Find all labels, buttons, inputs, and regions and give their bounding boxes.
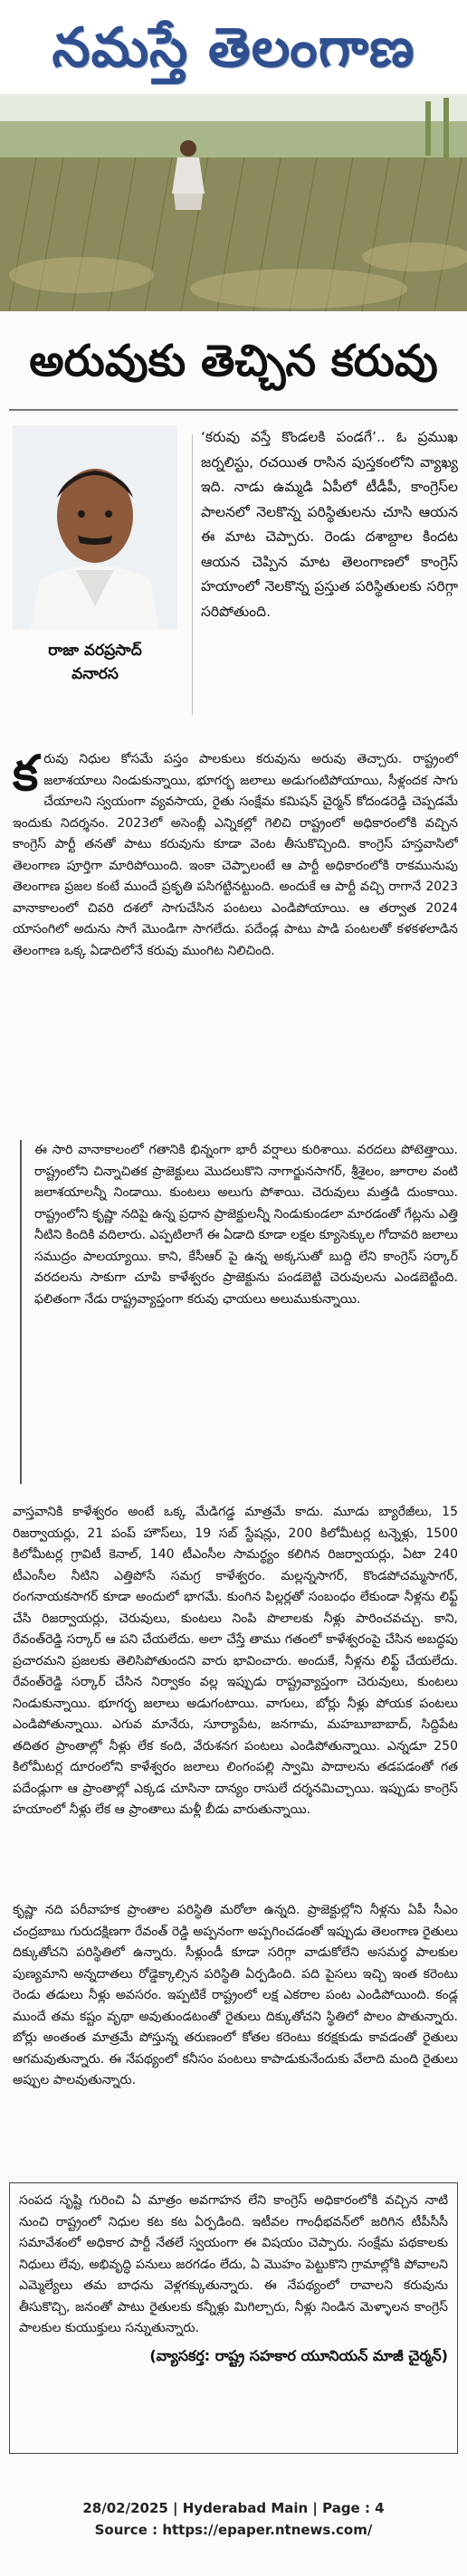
intro-divider [192,434,193,715]
intro-paragraph: ‘కరువు వస్తే కొండలకి పండగే’.. ఓ ప్రముఖ జర్నలిస్టు, రచయిత రాసిన పుస్తకంలోని వ్యాఖ్య ఇది. నాడు ఉమ్మడి ఏపీలో టీడీపీ, కాంగ్రెస్‌ల పాలనలో నెలకొన్న పరిస్థితులను చూసి ఆయన ఈ మాట చెప్పారు. రెండు దశాబ్దాల కిందట ఆయన చెప్పిన మాట తెలంగాణలో కాంగ్రెస్ హయాంలో నెలకొన్న ప్రస్తుత పరిస్థితులకు సరిగ్గా సరిపోతుంది. [201,429,458,620]
body-paragraph-3: వాస్తవానికి కాళేశ్వరం అంటే ఒక్క మేడిగడ్డ మాత్రమే కాదు. మూడు బ్యారేజీలు, 15 రిజర్వాయర్లు, 21 పంప్ హౌస్‌లు, 19 సబ్ స్టేషన్లు, 200 కిలోమీటర్ల టన్నెళ్లు, 1500 కిలోమీటర్ల గ్రావిటీ కెనాల్, 140 టీఎంసీల సామర్థ్యం కలిగిన రిజర్వాయర్లు, ఏటా 240 టీఎంసీల నీటిని ఎత్తిపోసే సమగ్ర కాళేశ్వరం. మల్లన్నసాగర్, కొండపోచమ్మసాగర్, రంగనాయకసాగర్ కూడా అందులో భాగమే. కుంగిన పిల్లర్లతో సంబంధం లేకుండా నీళ్లను లిఫ్ట్ చేసి రిజర్వాయర్లు, చెరువులు, కుంటలు నింపి పొలాలకు నీళ్లు పారించవచ్చు. కాని, రేవంత్‌రెడ్డి సర్కార్ ఆ పని చేయలేదు. అలా చేస్తే తాము గతంలో కాళేశ్వరంపై చేసిన అబద్ధపు ప్రచారమని ప్రజలకు తెలిసిపోతుందని వారు భావించారు. అందుకే, నీళ్లను లిఫ్ట్ చేయలేదు. రేవంత్‌రెడ్డి సర్కార్ చేసిన నిర్వాకం వల్ల ఇప్పుడు రాష్ట్రవ్యాప్తంగా చెరువులు, కుంటలు నిండుకున్నాయి. భూగర్భ జలాలు అడుగంటాయి. వాగులు, బోర్లు నీళ్లు పోయక పంటలు ఎండిపోతున్నాయి. ఎగువ మానేరు, సూర్యాపేట, జనగామ, మహబూబాబాద్, సిద్దిపేట తదితర ప్రాంతాల్లో నీళ్లు లేక కంది, వేరుశనగ పంటలు ఎండిపోతున్నాయి. ఎన్నడూ 250 కిలోమీటర్ల దూరంలోని కాళేశ్వరం జలాలు లింగంపల్లి స్వామి పాదాలను తడపడంతో గత పదేండ్లుగా ఆ ప్రాంతాల్లో ఎక్కడ చూసినా దాన్యం రాసులే దర్శనమిచ్చాయి. ఇప్పుడు కాంగ్రెస్ హయాంలో నీళ్లు లేక ఆ ప్రాంతాలు మళ్లీ బీడు వారుతున్నాయి. [13,1505,458,1817]
paddy-field-photo [0,94,467,311]
footer-source-link[interactable]: Source : https://epaper.ntnews.com/ [94,2522,373,2538]
body-paragraph-3-block [13,1502,458,1882]
drop-cap: క [13,749,39,802]
body-paragraph-2-block [20,1140,458,1484]
author-photo [13,425,177,630]
body-paragraph-1 [13,749,458,962]
footer-edition-info: 28/02/2025 | Hyderabad Main | Page : 4 [82,2500,385,2516]
body-paragraph-1-text: రువు నిధుల కోసమే పస్తం పాలకులు కరువును అరువు తెచ్చారు. రాష్ట్రంలో జలాశయాలు నిండుకున్నాయి, భూగర్భ జలాలు అడుగంటిపోయాయి, సీళ్లందక సాగు చేయాలని స్వయంగా వ్యవసాయ, రైతు సంక్షేమ కమిషన్ చైర్మన్ కోదండరెడ్డి చెప్పడమే ఇందుకు నిదర్శనం. 2023లో అసెంబ్లీ ఎన్నికల్లో గెలిచి రాష్ట్రంలో అధికారంలోకి వచ్చిన కాంగ్రెస్ పార్టీ తనతో పాటు కరువును కూడా వెంట తీసుకొచ్చింది. కాంగ్రెస్ హస్తవాసిలో తెలంగాణ పూర్తిగా మారిపోయింది. ఇంకా చెప్పాలంటే ఆ పార్టీ అధికారంలోకి రాకమునుపు తెలంగాణ ప్రజల కంటే ముందే ప్రకృతి పసిగట్టినట్టుంది. అందుకే ఆ పార్టీ వచ్చి రాగానే 2023 వానాకాలంలో చివరి దశలో సాగుచేసిన పంటలు ఎండిపోయాయి. ఆ తర్వాత 2024 యాసంగిలో అదును సాగే మొండిగా సాగలేదు. పదేండ్ల పాటు పాడి పంటలతో కళకళలాడిన తెలంగాణ ఒక్క ఏడాదిలోనే కరువు ముంగిట నిలిచింది. [13,752,458,958]
newspaper-title: నమస్తే తెలంగాణ [52,16,415,80]
body-paragraph-4-block [13,1900,458,2172]
page-footer [0,2497,467,2541]
author-name: రాజా వరప్రసాద్ [48,642,142,660]
headline-text: అరువుకు తెచ్చిన కరువు [29,336,438,386]
body-paragraph-1-block [13,749,458,1129]
author-surname: వనారస [71,665,119,683]
body-paragraph-4: కృష్ణా నది పరీవాహక ప్రాంతాల పరిస్థితి మరోలా ఉన్నది. ప్రాజెక్టుల్లోని నీళ్లను ఏపీ సీఎం చంద్రబాబు గురుదక్షిణగా రేవంత్ రెడ్డి అప్పనంగా అప్పగించడంతో ఇప్పుడు తెలంగాణ రైతులు దిక్కుతోచని పరిస్థితిలో ఉన్నారు. సీళ్లుండీ కూడా సరిగ్గా వాడుకోలేని అసమర్థ పాలకుల పుణ్యమాని అన్నదాతలు రోడ్డెక్కాల్సిన పరిస్థితి ఏర్పడింది. పది పైసలు ఇచ్చి ఇంత కరెంటు రెండు తడులు నీళ్లు అవసరం. ఇప్పటికే రాష్ట్రంలో లక్ష ఎకరాల పంట ఎండిపోయింది. కండ్ల ముందే తమ కష్టం వృథా అవుతుండటంతో రైతులు దిక్కుతోచని స్థితిలో పొలం పొతున్నారు. బోర్లు అంతంత మాత్రమే పోస్తున్న తరుణంలో కోతల కరెంటు కరక్షకుడు కావడంతో రైతులు ఆగమవుతున్నారు. ఈ నేపథ్యంలో కనీసం పంటలు కాపాడుకునేందుకు వేలాది మంది రైతులు అప్పుల పాలవుతున్నారు. [13,1903,458,2087]
body-paragraph-5: సంపద సృష్టి గురించి ఏ మాత్రం అవగాహన లేని కాంగ్రెస్ అధికారంలోకి వచ్చిన నాటి నుంచి రాష్ట్రంలో నిధుల కట కట ఏర్పడింది. ఇటీవల గాంధీభవన్‌లో జరిగిన టీపీసీసీ సమావేశంలో అధికార పార్టీ నేతలే స్వయంగా ఈ విషయం చెప్పారు. సంక్షేమ పథకాలకు నిధులు లేవు, అభివృద్ధి పనులు జరగడం లేదు, ఏ మొహం పెట్టుకొని గ్రామాల్లోకి పోవాలని ఎమ్మెల్యేలు తమ బాధను వెళ్లగక్కుతున్నారు. ఈ నేపథ్యంలో రావాలని కరువును తీసుకొచ్చి, జనంతో పాటు రైతులకు కన్నీళ్లు మిగిల్చారు, నీళ్లు నిండిన మెళ్ళాలన కాంగ్రెస్ పాలకుల కుయుక్తులు సన్నుతున్నారు. [19,2193,448,2335]
closing-box [9,2182,458,2454]
article-headline [9,318,458,411]
body-paragraph-2: ఈ సారి వానాకాలంలో గతానికి భిన్నంగా భారీ వర్షాలు కురిశాయి. వరదలు పోటెత్తాయి. రాష్ట్రంలోని చిన్నాచితక ప్రాజెక్టులు మొదలుకొని నాగార్జునసాగర్, శ్రీశైలం, జూరాల వంటి జలాశయాలన్నీ నిండాయి. కుంటలు అలుగు పోశాయి. చెరువులు మత్తడి దుంకాయి. రాష్ట్రంలోని కృష్ణా నదిపై ఉన్న ప్రధాన ప్రాజెక్టులన్నీ నిండుకుండలా మారడంతో గేట్లను ఎత్తి నీటిని కిందికి వదిలారు. ఎప్పటిలాగే ఈ ఏడాది కూడా లక్షల క్యూసెక్కుల గోదావరి జలాలు సముద్రం పాలయ్యాయి. కాని, కేసీఆర్ పై ఉన్న అక్కసుతో బుద్ది లేని కాంగ్రెస్ సర్కార్ వరదలను సాకుగా చూపి కాళేశ్వరం ప్రాజెక్టును పండబెట్టి చెరువులను ఎండబెట్టింది. ఫలితంగా నేడు రాష్ట్రవ్యాప్తంగా కరువు ఛాయలు అలుముకున్నాయి. [34,1143,458,1307]
author-byline [13,639,177,686]
field-illustration [0,94,467,311]
author-credit: (వ్యాసకర్త: రాష్ట్ర సహకార యూనియన్ మాజీ చైర్మన్) [149,2346,448,2364]
masthead [0,0,467,94]
intro-text [201,425,458,724]
